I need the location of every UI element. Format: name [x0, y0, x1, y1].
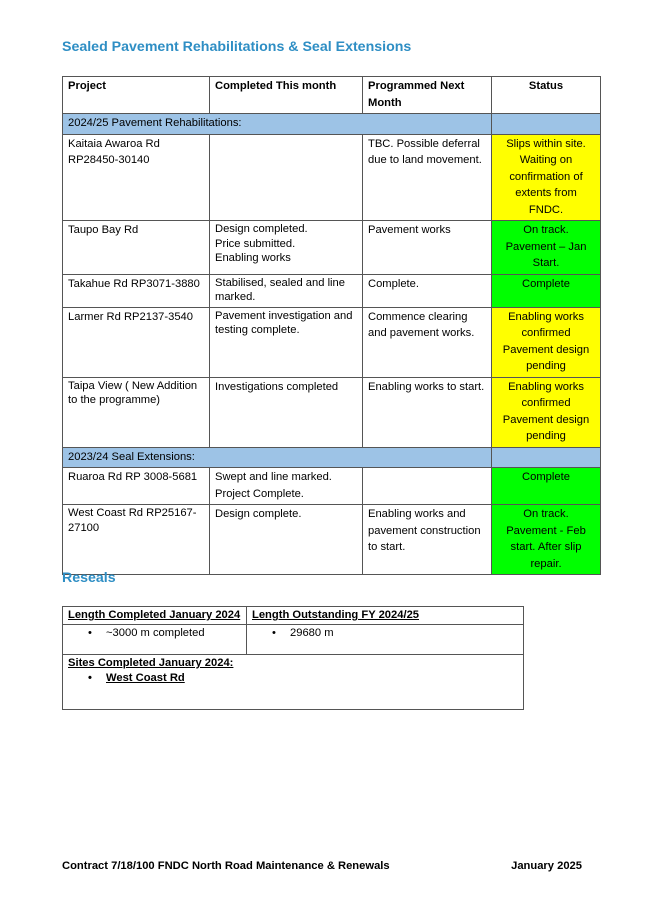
table-row [63, 134, 601, 221]
cell-completed: Design complete. [210, 505, 363, 575]
group-empty-cell [492, 447, 601, 468]
status-badge: On track. Pavement – Jan Start. [492, 221, 601, 275]
group-row-pavement-rehab [63, 114, 601, 135]
cell-project: Ruaroa Rd RP 3008-5681 [63, 468, 210, 505]
cell-length-completed [63, 625, 247, 655]
status-badge: On track. Pavement - Feb start. After slip repair. [492, 505, 601, 575]
cell-project: Larmer Rd RP2137-3540 [63, 307, 210, 377]
table-header-row [63, 77, 601, 114]
status-badge: Enabling works confirmed Pavement design pending [492, 377, 601, 447]
cell-completed [210, 134, 363, 221]
page-footer [62, 860, 582, 872]
sites-header: Sites Completed January 2024: [68, 657, 234, 669]
header-project: Project [63, 77, 210, 114]
cell-project: Taipa View ( New Addition to the programme) [63, 377, 210, 447]
cell-next: TBC. Possible deferral due to land movement. [363, 134, 492, 221]
group-empty-cell [492, 114, 601, 135]
table-row [63, 221, 601, 275]
status-badge: Slips within site. Waiting on confirmation of extents from FNDC. [492, 134, 601, 221]
header-length-outstanding: Length Outstanding FY 2024/25 [247, 607, 524, 625]
footer-contract: Contract 7/18/100 FNDC North Road Maintenance & Renewals [62, 860, 390, 872]
status-badge: Complete [492, 274, 601, 307]
cell-next: Complete. [363, 274, 492, 307]
cell-sites [63, 655, 524, 710]
cell-project: Kaitaia Awaroa Rd RP28450-30140 [63, 134, 210, 221]
header-next-month: Programmed Next Month [363, 77, 492, 114]
list-item: • 29680 m [290, 626, 518, 641]
cell-next [363, 468, 492, 505]
table-row [63, 274, 601, 307]
table-row [63, 505, 601, 575]
cell-project: West Coast Rd RP25167-27100 [63, 505, 210, 575]
cell-next: Enabling works and pavement construction to start. [363, 505, 492, 575]
group-label: 2023/24 Seal Extensions: [63, 447, 492, 468]
list-item: • ~3000 m completed [106, 626, 241, 641]
cell-project: Taupo Bay Rd [63, 221, 210, 275]
status-badge: Enabling works confirmed Pavement design pending [492, 307, 601, 377]
cell-completed: Design completed. Price submitted. Enabling works [210, 221, 363, 275]
status-badge: Complete [492, 468, 601, 505]
list-item: • West Coast Rd [106, 671, 518, 686]
reseals-sites-row [63, 655, 524, 710]
footer-date: January 2025 [511, 860, 582, 872]
cell-next: Commence clearing and pavement works. [363, 307, 492, 377]
header-status: Status [492, 77, 601, 114]
pavement-table [62, 76, 601, 575]
section-title-sealed-pavement: Sealed Pavement Rehabilitations & Seal Extensions [62, 39, 412, 55]
reseals-table [62, 606, 524, 710]
header-length-completed: Length Completed January 2024 [63, 607, 247, 625]
cell-completed: Investigations completed [210, 377, 363, 447]
reseals-header-row [63, 607, 524, 625]
cell-length-outstanding [247, 625, 524, 655]
table-row [63, 377, 601, 447]
reseals-value-row [63, 625, 524, 655]
cell-completed: Stabilised, sealed and line marked. [210, 274, 363, 307]
cell-next: Enabling works to start. [363, 377, 492, 447]
section-title-reseals: Reseals [62, 570, 116, 586]
cell-completed: Pavement investigation and testing complete. [210, 307, 363, 377]
table-row [63, 307, 601, 377]
table-row [63, 468, 601, 505]
cell-project: Takahue Rd RP3071-3880 [63, 274, 210, 307]
cell-next: Pavement works [363, 221, 492, 275]
group-row-seal-extensions [63, 447, 601, 468]
group-label: 2024/25 Pavement Rehabilitations: [63, 114, 492, 135]
header-completed: Completed This month [210, 77, 363, 114]
cell-completed: Swept and line marked. Project Complete. [210, 468, 363, 505]
